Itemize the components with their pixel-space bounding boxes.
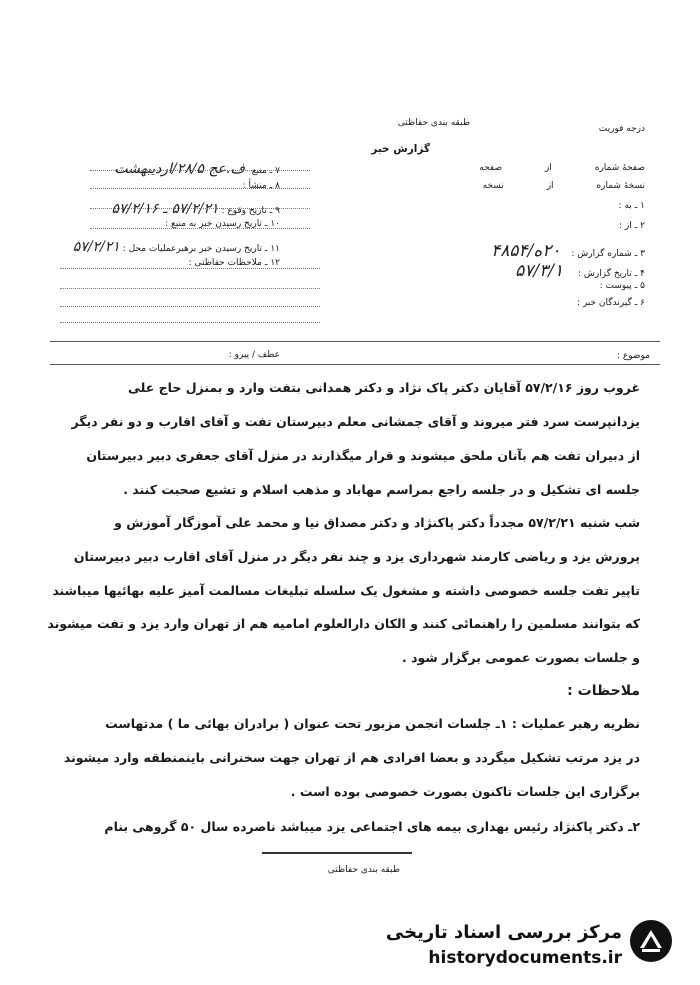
subject-label: موضوع :	[616, 351, 650, 361]
notes-title: ملاحظات :	[567, 683, 640, 699]
field-receipt-date: ۱۰ ـ تاریخ رسیدن خبر به منبع :	[165, 219, 280, 229]
body-line: شب شنبه ۵۷/۲/۲۱ مجدداً دکتر پاکنژاد و دکتر مصداق نیا و محمد علی آموزگار آموزش و	[114, 515, 640, 530]
body-line: پرورش یزد و ریاضی کارمند شهرداری یزد و چند نفر دیگر در منزل آقای اقارب دبیر دبیرستان	[73, 549, 640, 564]
field-report-date: ۴ ـ تاریخ گزارش : ۵۷/۳/۱	[515, 261, 645, 281]
form-title: گزارش خبر	[371, 143, 430, 155]
field-page-number: صفحهٔ شماره از صفحه	[479, 163, 645, 173]
dotted-line	[60, 288, 320, 289]
notes-line: برگزاری این جلسات تاکنون بصورت خصوصی بوده است .	[290, 784, 640, 799]
body-line: غروب روز ۵۷/۲/۱۶ آقایان دکتر پاک نژاد و دکتر همدانی بتفت وارد و بمنزل حاج علی	[128, 380, 640, 395]
field-security-notes: ۱۲ ـ ملاحظات حفاظتی :	[188, 258, 280, 268]
dotted-line	[90, 188, 310, 189]
dotted-line	[60, 306, 320, 307]
body-line: جلسه ای تشکیل و در جلسه راجع بمراسم مهاباد و مذهب اسلام و تشیع صحبت کنند .	[123, 482, 640, 497]
reference-label: عطف / پیرو :	[228, 350, 280, 360]
priority-label: درجه فوریت	[598, 124, 645, 134]
subject-divider	[50, 364, 660, 365]
classification-bottom: طبقه بندی حفاظتی	[327, 865, 400, 875]
field-from: ۲ ـ از :	[619, 221, 645, 231]
field-source: ۷ ـ منبع ف.عج ۲۸/۵/اردیبهشت	[114, 161, 280, 177]
field-copy-number: نسخهٔ شماره از نسخه	[482, 181, 645, 191]
notes-line: در یزد مرتب تشکیل میگردد و بعضا افرادی هم از تهران جهت سخنرانی باینمنطقه وارد میشوند	[63, 750, 640, 765]
body-line: از دبیران تفت هم بآنان ملحق میشوند و قرار میگذارند در منزل آقای جعفری دبیر دبیرستان	[86, 448, 640, 463]
dotted-line	[90, 228, 310, 229]
body-line: یزدانپرست سرد فتر میروند و آقای جمشانی معلم دبیرستان تفت و آقای اقارب و دو نفر دیگر	[71, 414, 640, 429]
dotted-line	[60, 322, 320, 323]
field-attachment: ۵ ـ پیوست :	[599, 281, 645, 291]
notes-line: ۲ـ دکتر پاکنژاد رئیس بهداری بیمه های اجتماعی یزد میباشد ناصرده سال ۵۰ گروهی بنام	[104, 819, 640, 834]
watermark-url: historydocuments.ir	[428, 948, 622, 968]
header-divider	[50, 341, 660, 342]
field-leader-date: ۱۱ ـ تاریخ رسیدن خبر برهبرعملیات محل : ۵۷/۲/۲۱	[72, 239, 280, 255]
body-line: و جلسات بصورت عمومی برگزار شود .	[401, 650, 640, 665]
dotted-line	[90, 208, 310, 209]
dotted-line	[60, 268, 320, 269]
bottom-divider	[262, 852, 412, 854]
body-line: که بتوانند مسلمین را راهنمائی کنند و الکان دارالعلوم امامیه هم از تهران وارد یزد و تفت میشوند	[47, 616, 640, 631]
body-line: تاپیر تفت جلسه خصوصی داشته و مشغول یک سلسله تبلیغات مسالمت آمیز علیه بهائیها میباشند	[52, 583, 640, 598]
field-report-number: ۳ ـ شماره گزارش : ۲۰ه/۴۸۵۴	[491, 241, 645, 261]
notes-line: نظریه رهبر عملیات : ۱ـ جلسات انجمن مزبور تحت عنوان ( برادران بهائی ما ) مدتهاست	[105, 716, 640, 731]
watermark-name: مرکز بررسی اسناد تاریخی	[385, 922, 622, 943]
dotted-line	[90, 170, 310, 171]
field-to: ۱ ـ به :	[618, 201, 645, 211]
field-occurrence-date: ۹ ـ تاریخ وقوع : ۵۷/۲/۲۱ ـ ۵۷/۲/۱۶	[111, 201, 280, 217]
classification-top: طبقه بندی حفاظتی	[397, 118, 470, 128]
archive-logo-icon	[628, 918, 674, 964]
field-recipients: ۶ ـ گیرندگان خبر :	[576, 298, 645, 308]
field-origin: ۸ ـ منشأ :	[242, 181, 280, 191]
